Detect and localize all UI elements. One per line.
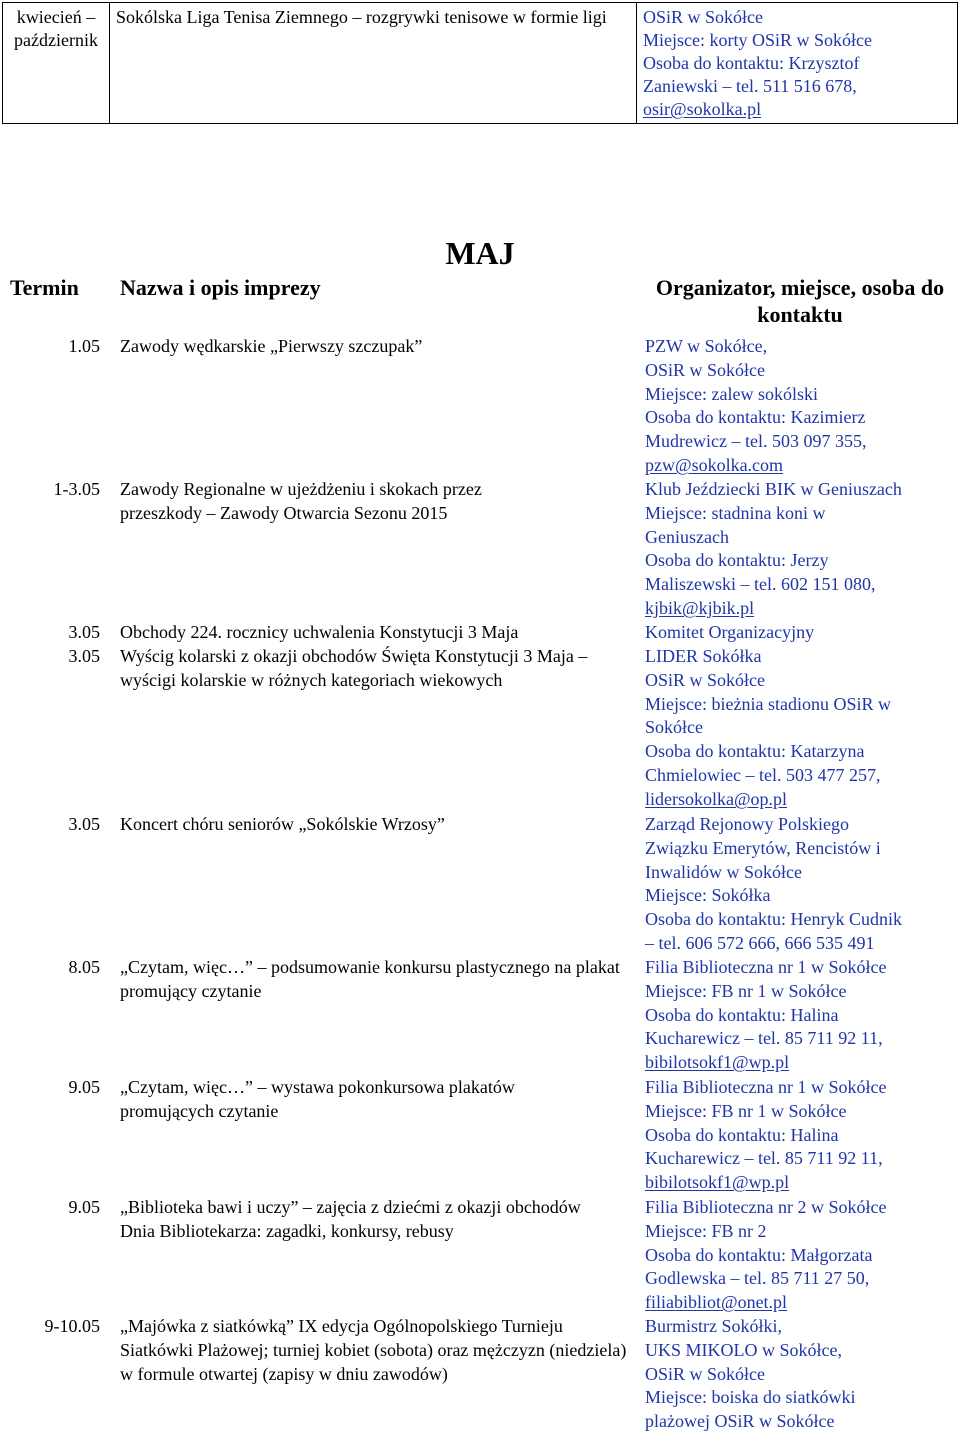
event-name: „Majówka z siatkówką” IX edycja Ogólnopolskiego Turnieju Siatkówki Plażowej; turniej kobiet (sobota) oraz mężczyzn (niedziela) w formule otwartej (zapisy w dniu zawodów) (120, 1316, 627, 1384)
organizer-email (645, 1171, 945, 1195)
organizer-email (645, 597, 945, 621)
organizer-line: Miejsce: korty OSiR w Sokółce (643, 30, 872, 50)
continuation-table (2, 2, 958, 124)
event-date: kwiecień – październik (3, 3, 110, 124)
event-name: Zawody wędkarskie „Pierwszy szczupak” (120, 336, 423, 356)
organizer-email-link[interactable]: osir@sokolka.pl (643, 99, 762, 119)
event-date: 9-10.05 (44, 1316, 100, 1336)
event-organizer: Filia Biblioteczna nr 1 w Sokółce Miejsce: FB nr 1 w Sokółce Osoba do kontaktu: Halina Kucharewicz – tel. 85 711 92 11, (645, 1077, 887, 1169)
event-date: 9.05 (68, 1077, 100, 1097)
organizer-email-link[interactable]: bibilotsokf1@wp.pl (645, 1172, 790, 1192)
organizer-email-link[interactable]: kjbik@kjbik.pl (645, 598, 755, 618)
organizer-email (645, 788, 945, 812)
event-organizer: Komitet Organizacyjny (645, 622, 815, 642)
event-name: „Biblioteka bawi i uczy” – zajęcia z dziećmi z okazji obchodów Dnia Bibliotekarza: zagadki, konkursy, rebusy (120, 1197, 581, 1241)
organizer-email-link[interactable]: filiabibliot@onet.pl (645, 1292, 788, 1312)
event-name: Koncert chóru seniorów „Sokólskie Wrzosy” (120, 814, 445, 834)
event-name: Sokólska Liga Tenisa Ziemnego – rozgrywki tenisowe w formie ligi (110, 3, 637, 124)
organizer-email-link[interactable]: bibilotsokf1@wp.pl (645, 1052, 790, 1072)
event-organizer: Filia Biblioteczna nr 1 w Sokółce Miejsce: FB nr 1 w Sokółce Osoba do kontaktu: Halina Kucharewicz – tel. 85 711 92 11, (645, 957, 887, 1049)
organizer-line: Osoba do kontaktu: Krzysztof (643, 53, 860, 73)
event-name: Wyścig kolarski z okazji obchodów Święta Konstytucji 3 Maja – wyścigi kolarskie w różnych kategoriach wiekowych (120, 646, 588, 690)
event-organizer: Zarząd Rejonowy Polskiego Związku Emerytów, Rencistów i Inwalidów w Sokółce Miejsce: Sokółka Osoba do kontaktu: Henryk Cudnik – tel. 606 572 666, 666 535 491 (645, 814, 902, 953)
organizer-email (645, 1291, 945, 1315)
organizer-line: OSiR w Sokółce (643, 7, 764, 27)
event-name: Zawody Regionalne w ujeżdżeniu i skokach przez przeszkody – Zawody Otwarcia Sezonu 2015 (120, 479, 482, 523)
event-date: 9.05 (68, 1197, 100, 1217)
header-nazwa: Nazwa i opis imprezy (120, 275, 321, 300)
header-termin: Termin (10, 275, 79, 300)
organizer-line: Zaniewski – tel. 511 516 678, (643, 76, 857, 96)
event-name: „Czytam, więc…” – podsumowanie konkursu plastycznego na plakat promujący czytanie (120, 957, 620, 1001)
organizer-email-link[interactable]: pzw@sokolka.com (645, 455, 784, 475)
event-date: 1.05 (68, 336, 100, 356)
event-date: 3.05 (68, 622, 100, 642)
event-organizer: PZW w Sokółce, OSiR w Sokółce Miejsce: zalew sokólski Osoba do kontaktu: Kazimierz Mudrewicz – tel. 503 097 355, (645, 336, 867, 452)
event-date: 1-3.05 (53, 479, 100, 499)
event-name: „Czytam, więc…” – wystawa pokonkursowa plakatów promujących czytanie (120, 1077, 515, 1121)
event-date: 3.05 (68, 646, 100, 666)
organizer-email (645, 454, 945, 478)
event-organizer (637, 3, 958, 124)
event-organizer: Klub Jeździecki BIK w Geniuszach Miejsce: stadnina koni w Geniuszach Osoba do kontaktu: Jerzy Maliszewski – tel. 602 151 080, (645, 479, 902, 595)
event-organizer: Filia Biblioteczna nr 2 w Sokółce Miejsce: FB nr 2 Osoba do kontaktu: Małgorzata Godlewska – tel. 85 711 27 50, (645, 1197, 887, 1289)
event-organizer: Burmistrz Sokółki, UKS MIKOLO w Sokółce, OSiR w Sokółce Miejsce: boiska do siatkówki plażowej OSiR w Sokółce (645, 1316, 856, 1432)
organizer-email-link[interactable]: lidersokolka@op.pl (645, 789, 788, 809)
table-row (3, 3, 958, 124)
event-date: 8.05 (68, 957, 100, 977)
event-name: Obchody 224. rocznicy uchwalenia Konstytucji 3 Maja (120, 622, 519, 642)
month-heading: MAJ (445, 235, 515, 271)
event-date: 3.05 (68, 814, 100, 834)
event-organizer: LIDER Sokółka OSiR w Sokółce Miejsce: bieżnia stadionu OSiR w Sokółce Osoba do kontaktu: Katarzyna Chmielowiec – tel. 503 477 257, (645, 646, 891, 785)
organizer-email (645, 1051, 945, 1075)
header-organizator: Organizator, miejsce, osoba do kontaktu (655, 275, 945, 327)
